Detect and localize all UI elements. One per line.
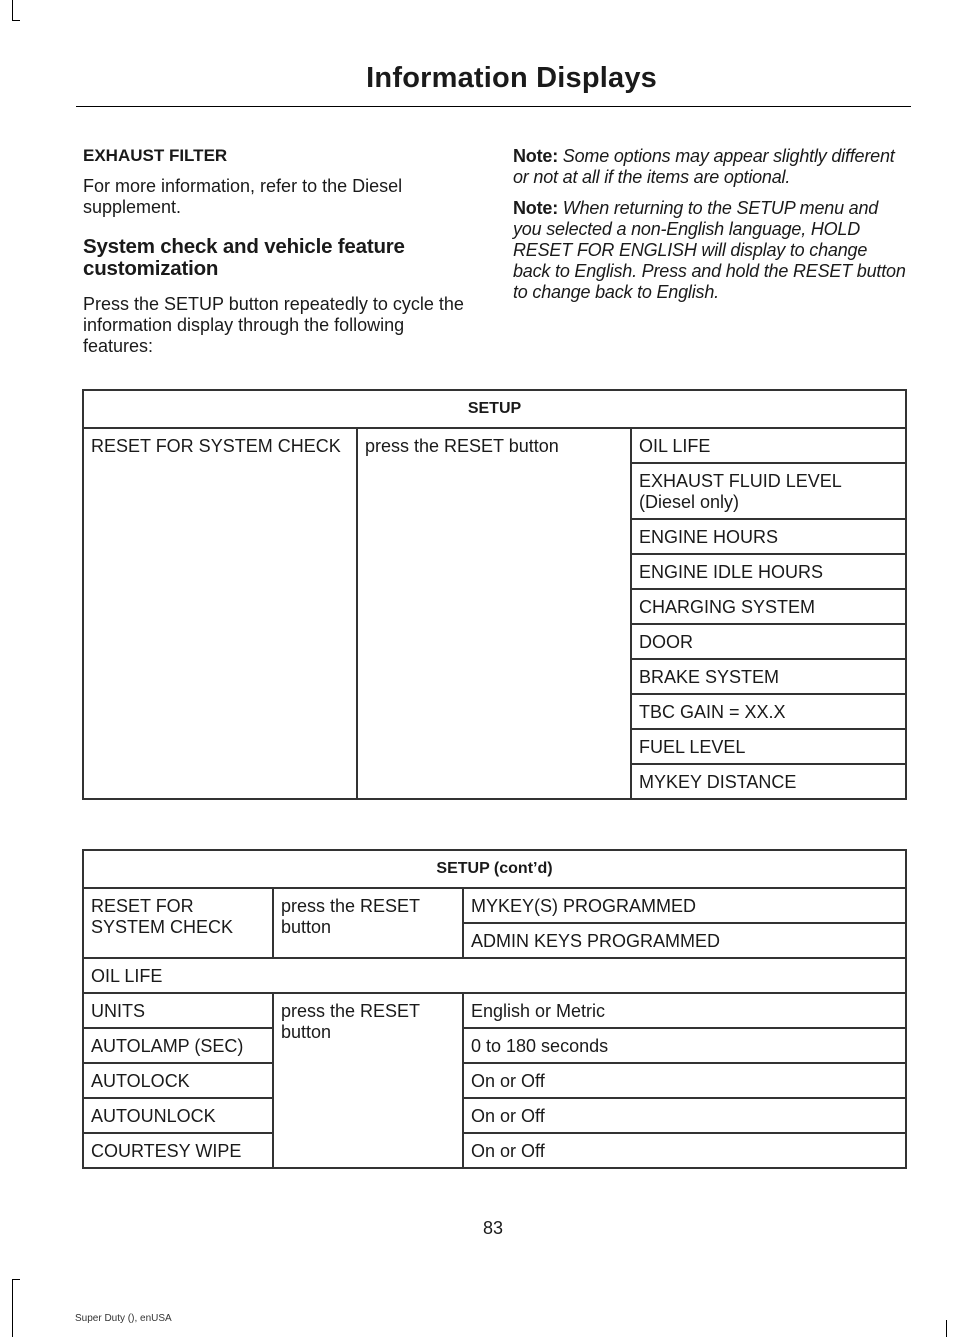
setup-item: CHARGING SYSTEM <box>631 589 906 624</box>
setup-contd-cell-action: RESET FOR SYSTEM CHECK <box>83 888 273 958</box>
setting-name: AUTOUNLOCK <box>83 1098 273 1133</box>
header-divider <box>76 106 911 107</box>
crop-mark <box>12 0 13 20</box>
setup-item: BRAKE SYSTEM <box>631 659 906 694</box>
setup-contd-table <box>82 849 907 1169</box>
table-row <box>83 888 906 923</box>
note-label: Note: <box>513 198 558 218</box>
setup-item: FUEL LEVEL <box>631 729 906 764</box>
setup-item: OIL LIFE <box>631 428 906 463</box>
setup-item: DOOR <box>631 624 906 659</box>
setting-value: On or Off <box>463 1133 906 1168</box>
setting-value: On or Off <box>463 1098 906 1133</box>
setup-table-title: SETUP <box>83 390 906 428</box>
setting-value: 0 to 180 seconds <box>463 1028 906 1063</box>
note-text: When returning to the SETUP menu and you selected a non-English language, HOLD RESET FOR ENGLISH will display to change back to English. Press and hold the RESET button to change back to English. <box>513 198 906 302</box>
setting-name: AUTOLAMP (SEC) <box>83 1028 273 1063</box>
setting-value: On or Off <box>463 1063 906 1098</box>
setup-table-cell-instruction: press the RESET button <box>357 428 631 799</box>
setup-contd-cell-instruction: press the RESET button <box>273 888 463 958</box>
crop-mark <box>12 20 20 21</box>
setting-value: English or Metric <box>463 993 906 1028</box>
setting-name: COURTESY WIPE <box>83 1133 273 1168</box>
right-column <box>513 146 908 313</box>
setup-table-cell-action: RESET FOR SYSTEM CHECK <box>83 428 357 799</box>
table-row <box>83 428 906 463</box>
setup-item: MYKEY DISTANCE <box>631 764 906 799</box>
setting-name: UNITS <box>83 993 273 1028</box>
note-text: Some options may appear slightly different or not at all if the items are optional. <box>513 146 895 187</box>
setup-item: MYKEY(S) PROGRAMMED <box>463 888 906 923</box>
exhaust-filter-heading: EXHAUST FILTER <box>83 146 228 165</box>
table-row <box>83 1028 906 1063</box>
footer-text: Super Duty (), enUSA <box>75 1313 172 1324</box>
page-title: Information Displays <box>366 62 657 94</box>
crop-mark <box>12 1279 20 1280</box>
setup-item: ENGINE HOURS <box>631 519 906 554</box>
table-row <box>83 958 906 993</box>
table-row <box>83 1098 906 1133</box>
setup-table <box>82 389 907 800</box>
table-row <box>83 1133 906 1168</box>
setup-item: ADMIN KEYS PROGRAMMED <box>463 923 906 958</box>
setup-item: TBC GAIN = XX.X <box>631 694 906 729</box>
setup-item: ENGINE IDLE HOURS <box>631 554 906 589</box>
crop-mark <box>12 1279 13 1337</box>
crop-mark <box>946 1320 947 1337</box>
page-number: 83 <box>482 1218 504 1238</box>
left-column <box>83 146 475 371</box>
table-row <box>83 1063 906 1098</box>
setup-contd-table-title: SETUP (cont’d) <box>83 850 906 888</box>
system-check-heading: System check and vehicle feature customization <box>83 235 405 280</box>
exhaust-filter-text: For more information, refer to the Diesel supplement. <box>83 176 403 217</box>
setting-name: AUTOLOCK <box>83 1063 273 1098</box>
oil-life-row: OIL LIFE <box>83 958 906 993</box>
note-language <box>513 198 908 303</box>
setup-item: EXHAUST FLUID LEVEL (Diesel only) <box>631 463 906 519</box>
setup-contd-cell-instruction: press the RESET button <box>273 993 463 1168</box>
system-check-text: Press the SETUP button repeatedly to cycle the information display through the following features: <box>83 294 464 356</box>
table-row <box>83 993 906 1028</box>
note-label: Note: <box>513 146 558 166</box>
note-options <box>513 146 908 188</box>
